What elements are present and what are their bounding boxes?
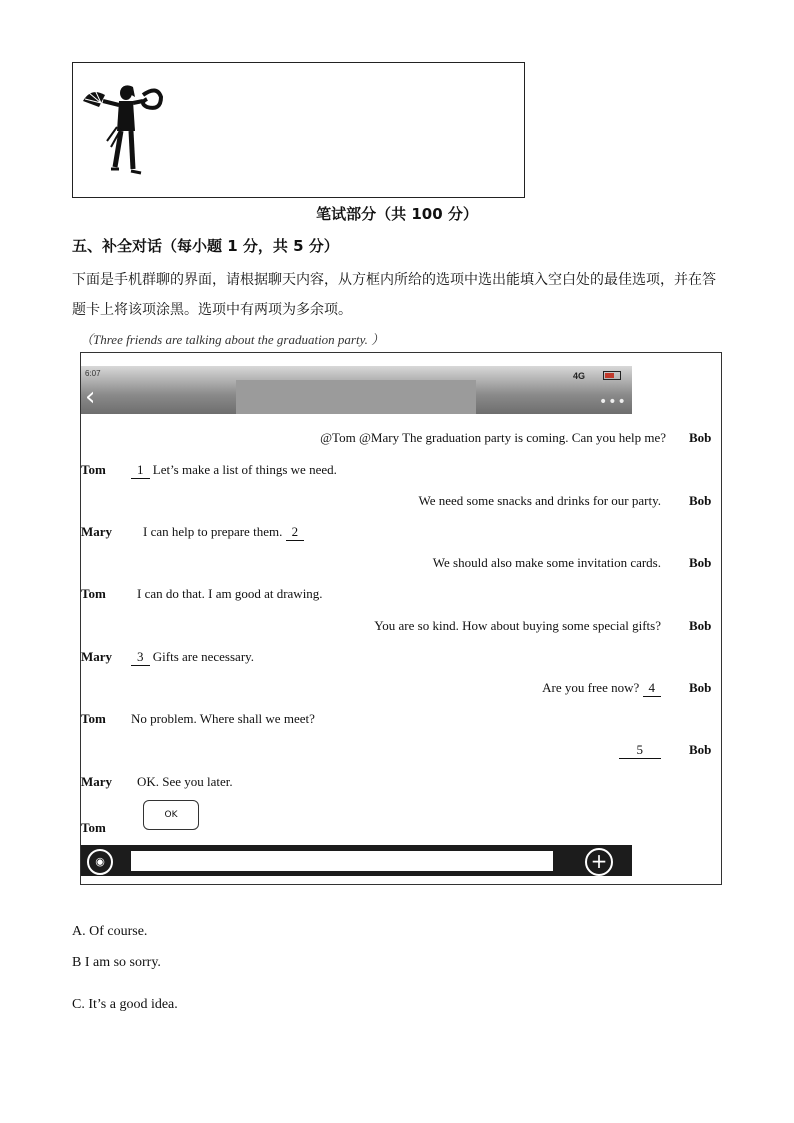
phone-header	[81, 366, 632, 414]
speaker-name: Bob	[689, 618, 712, 633]
phone-input-bar	[81, 845, 632, 876]
chat-message: Are you free now? 4	[542, 680, 661, 697]
chat-frame	[80, 352, 722, 885]
speaker-name: Tom	[81, 711, 106, 726]
chat-message: We should also make some invitation cards.	[432, 555, 661, 570]
chat-message: No problem. Where shall we meet?	[131, 711, 315, 726]
chat-message: I can help to prepare them. 2	[143, 524, 304, 541]
speaker-name: Bob	[689, 680, 712, 695]
speaker-name: Bob	[689, 493, 712, 508]
chat-message	[619, 742, 662, 759]
speaker-name: Tom	[81, 462, 106, 477]
more-options-icon[interactable]: •••	[599, 394, 627, 410]
section-title: 五、补全对话（每小题 1 分，共 5 分）	[72, 237, 339, 255]
battery-icon	[603, 371, 621, 380]
answer-blank: 3	[131, 649, 150, 666]
message-input[interactable]	[131, 851, 553, 871]
answer-blank: 2	[286, 524, 305, 541]
context-note: （Three friends are talking about the graduation party. ）	[80, 332, 385, 347]
answer-blank: 4	[643, 680, 662, 697]
option-item: B I am so sorry.	[72, 955, 161, 970]
speaker-name: Tom	[81, 586, 106, 601]
illustration-box	[72, 62, 525, 198]
ok-sticker: OK	[143, 800, 199, 830]
speaker-name: Bob	[689, 430, 712, 445]
chat-message: 1 Let’s make a list of things we need.	[131, 462, 337, 479]
answer-blank: 5	[619, 742, 662, 759]
chat-message: We need some snacks and drinks for our party.	[418, 493, 661, 508]
section-header: 笔试部分（共 100 分）	[316, 205, 478, 223]
option-item: C. It’s a good idea.	[72, 997, 178, 1012]
speaker-name: Mary	[81, 649, 113, 664]
chevron-left-icon[interactable]: ‹	[85, 382, 96, 412]
chat-message: I can do that. I am good at drawing.	[137, 586, 323, 601]
speaker-name: Bob	[689, 742, 712, 757]
chat-message: You are so kind. How about buying some special gifts?	[374, 618, 661, 633]
phone-time: 6:07	[85, 369, 101, 378]
speaker-name: Bob	[689, 555, 712, 570]
chat-title-banner	[236, 380, 476, 414]
chat-message: 3 Gifts are necessary.	[131, 649, 254, 666]
speaker-name: Mary	[81, 774, 113, 789]
chat-message: @Tom @Mary The graduation party is coming. Can you help me?	[320, 430, 666, 445]
fan-dancer-illustration	[81, 81, 171, 181]
instructions-text: 下面是手机群聊的界面，请根据聊天内容，从方框内所给的选项中选出能填入空白处的最佳选项，并在答题卡上将该项涂黑。选项中有两项为多余项。	[72, 272, 716, 318]
speaker-name: Mary	[81, 524, 113, 539]
speaker-name: Tom	[81, 820, 106, 835]
option-item: A. Of course.	[72, 924, 148, 939]
answer-blank: 1	[131, 462, 150, 479]
signal-status: 4G	[573, 371, 586, 381]
voice-icon[interactable]: ◉	[87, 849, 113, 875]
chat-message: OK. See you later.	[137, 774, 233, 789]
plus-icon[interactable]: +	[585, 848, 613, 876]
